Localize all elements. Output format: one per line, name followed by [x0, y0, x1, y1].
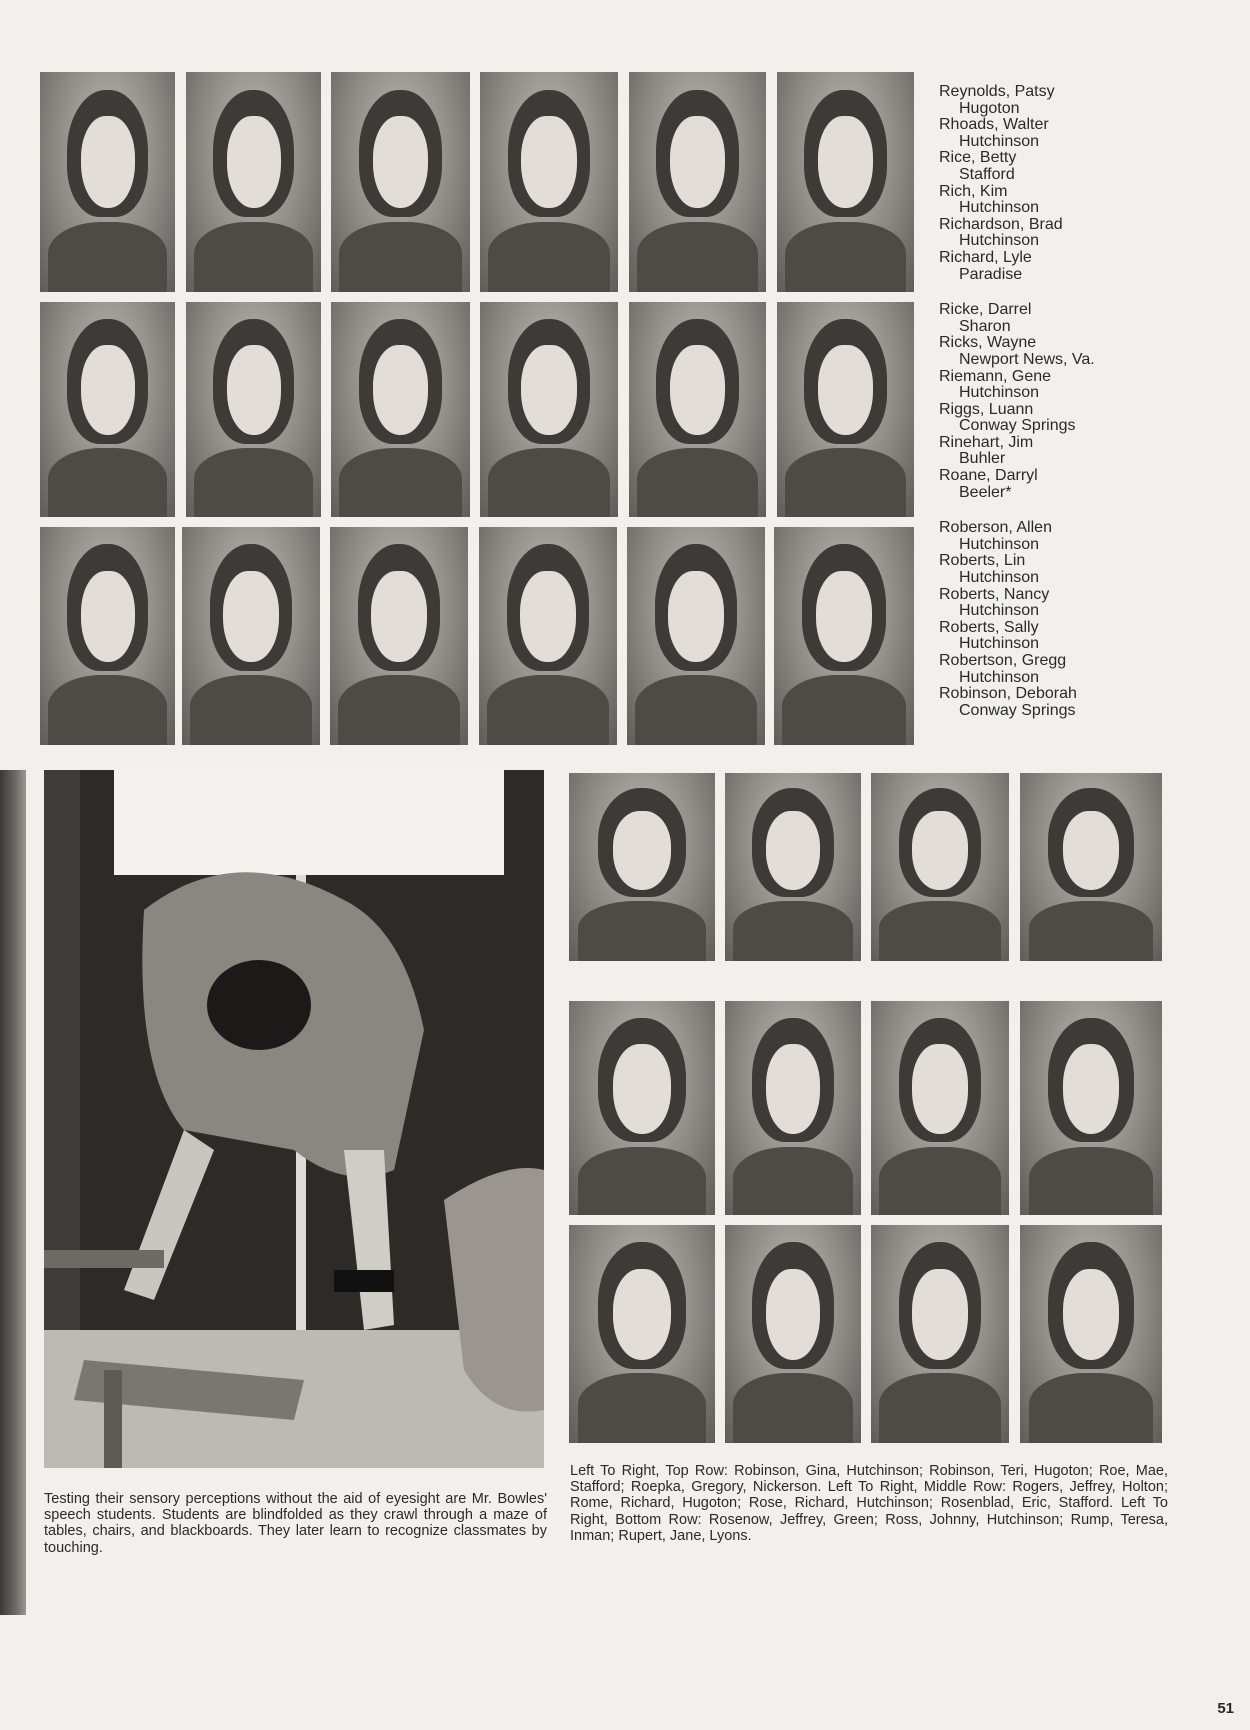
- student-town: Hutchinson: [959, 199, 1040, 217]
- portrait-rogers-jeffrey: [569, 1001, 715, 1215]
- portrait-robinson-teri: [725, 773, 861, 961]
- student-name: Roberts, Lin: [939, 552, 1026, 570]
- portrait-robinson-deborah: [774, 527, 914, 745]
- student-name: Richardson, Brad: [939, 215, 1063, 233]
- portrait-ricke-darrel: [40, 302, 175, 517]
- portrait-rinehart-jim: [629, 302, 766, 517]
- name-list: [939, 84, 1239, 738]
- portrait-richard-lyle: [777, 72, 914, 292]
- name-group-row-2: [939, 302, 1239, 501]
- portrait-roberts-lin: [182, 527, 320, 745]
- portrait-roe-mae: [871, 773, 1009, 961]
- student-name: Roberts, Nancy: [939, 585, 1050, 603]
- portrait-rump-teresa: [871, 1225, 1009, 1443]
- adjacent-page-edge: [0, 770, 26, 1615]
- student-town: Hutchinson: [959, 635, 1040, 653]
- activity-photo-caption: Testing their sensory perceptions without the aid of eyesight are Mr. Bowles' speech students. Students are blindfolded as they crawl through a maze of tables, chairs, and blackboards. They later learn to recognize classmates by touching.: [44, 1491, 547, 1556]
- portrait-rosenow-jeffrey: [569, 1225, 715, 1443]
- student-name: Rich, Kim: [939, 182, 1008, 200]
- portrait-ricks-wayne: [186, 302, 321, 517]
- student-name: Riemann, Gene: [939, 367, 1052, 385]
- student-name: Riggs, Luann: [939, 400, 1034, 418]
- student-town: Hutchinson: [959, 535, 1040, 553]
- student-name: Reynolds, Patsy: [939, 83, 1055, 100]
- student-town: Hutchinson: [959, 132, 1040, 150]
- name-group-row-1: [939, 84, 1239, 283]
- activity-photo: [44, 770, 544, 1468]
- portrait-riemann-gene: [331, 302, 470, 517]
- student-town: Beeler*: [959, 483, 1012, 501]
- portrait-roepka-gregory: [1020, 773, 1162, 961]
- student-town: Hutchinson: [959, 384, 1040, 402]
- student-town: Stafford: [959, 165, 1015, 183]
- portrait-riggs-luann: [480, 302, 618, 517]
- student-name: Roberson, Allen: [939, 519, 1052, 537]
- page-number: 51: [1217, 1700, 1234, 1717]
- portraits-caption: Left To Right, Top Row: Robinson, Gina, Hutchinson; Robinson, Teri, Hugoton; Roe, Mae, Stafford; Roepka, Gregory, Nickerson. Left To Right, Middle Row: Rogers, Jeffrey, Holton; Rome, Richard, Hugoton; Rose, Richard, Hutchinson; Rosenblad, Eric, Stafford. Left To Right, Bottom Row: Rosenow, Jeffrey, Green; Ross, Johnny, Hutchinson; Rump, Teresa, Inman; Rupert, Jane, Lyons.: [570, 1463, 1168, 1544]
- student-town: Paradise: [959, 265, 1023, 283]
- portrait-richardson-brad: [629, 72, 766, 292]
- portrait-robinson-gina: [569, 773, 715, 961]
- portrait-rupert-jane: [1020, 1225, 1162, 1443]
- portrait-roane-darryl: [777, 302, 914, 517]
- student-town: Hugoton: [959, 99, 1020, 117]
- student-name: Robertson, Gregg: [939, 652, 1067, 669]
- portrait-rich-kim: [480, 72, 618, 292]
- student-town: Newport News, Va.: [959, 350, 1095, 368]
- student-name: Rinehart, Jim: [939, 433, 1034, 451]
- student-name: Ricks, Wayne: [939, 334, 1037, 352]
- student-name: Rice, Betty: [939, 149, 1017, 167]
- portrait-ross-johnny: [725, 1225, 861, 1443]
- student-town: Hutchinson: [959, 602, 1040, 620]
- student-name: Richard, Lyle: [939, 248, 1032, 266]
- student-town: Hutchinson: [959, 232, 1040, 250]
- student-town: Buhler: [959, 450, 1006, 468]
- portrait-roberts-nancy: [330, 527, 468, 745]
- student-town: Hutchinson: [959, 668, 1040, 686]
- name-group-row-3: [939, 520, 1239, 719]
- portrait-roberts-sally: [479, 527, 617, 745]
- student-name: Robinson, Deborah: [939, 685, 1077, 703]
- portrait-rhoads-walter: [186, 72, 321, 292]
- student-name: Roane, Darryl: [939, 467, 1038, 485]
- student-town: Conway Springs: [959, 417, 1076, 435]
- student-town: Conway Springs: [959, 701, 1076, 719]
- portrait-robertson-gregg: [627, 527, 765, 745]
- student-name: Rhoads, Walter: [939, 116, 1049, 134]
- portrait-rosenblad-eric: [1020, 1001, 1162, 1215]
- student-town: Sharon: [959, 317, 1011, 335]
- student-town: Hutchinson: [959, 569, 1040, 587]
- portrait-roberson-allen: [40, 527, 175, 745]
- portrait-rice-betty: [331, 72, 470, 292]
- student-name: Roberts, Sally: [939, 618, 1039, 636]
- portrait-reynolds-patsy: [40, 72, 175, 292]
- portrait-rome-richard: [725, 1001, 861, 1215]
- portrait-rose-richard: [871, 1001, 1009, 1215]
- student-name: Ricke, Darrel: [939, 301, 1032, 319]
